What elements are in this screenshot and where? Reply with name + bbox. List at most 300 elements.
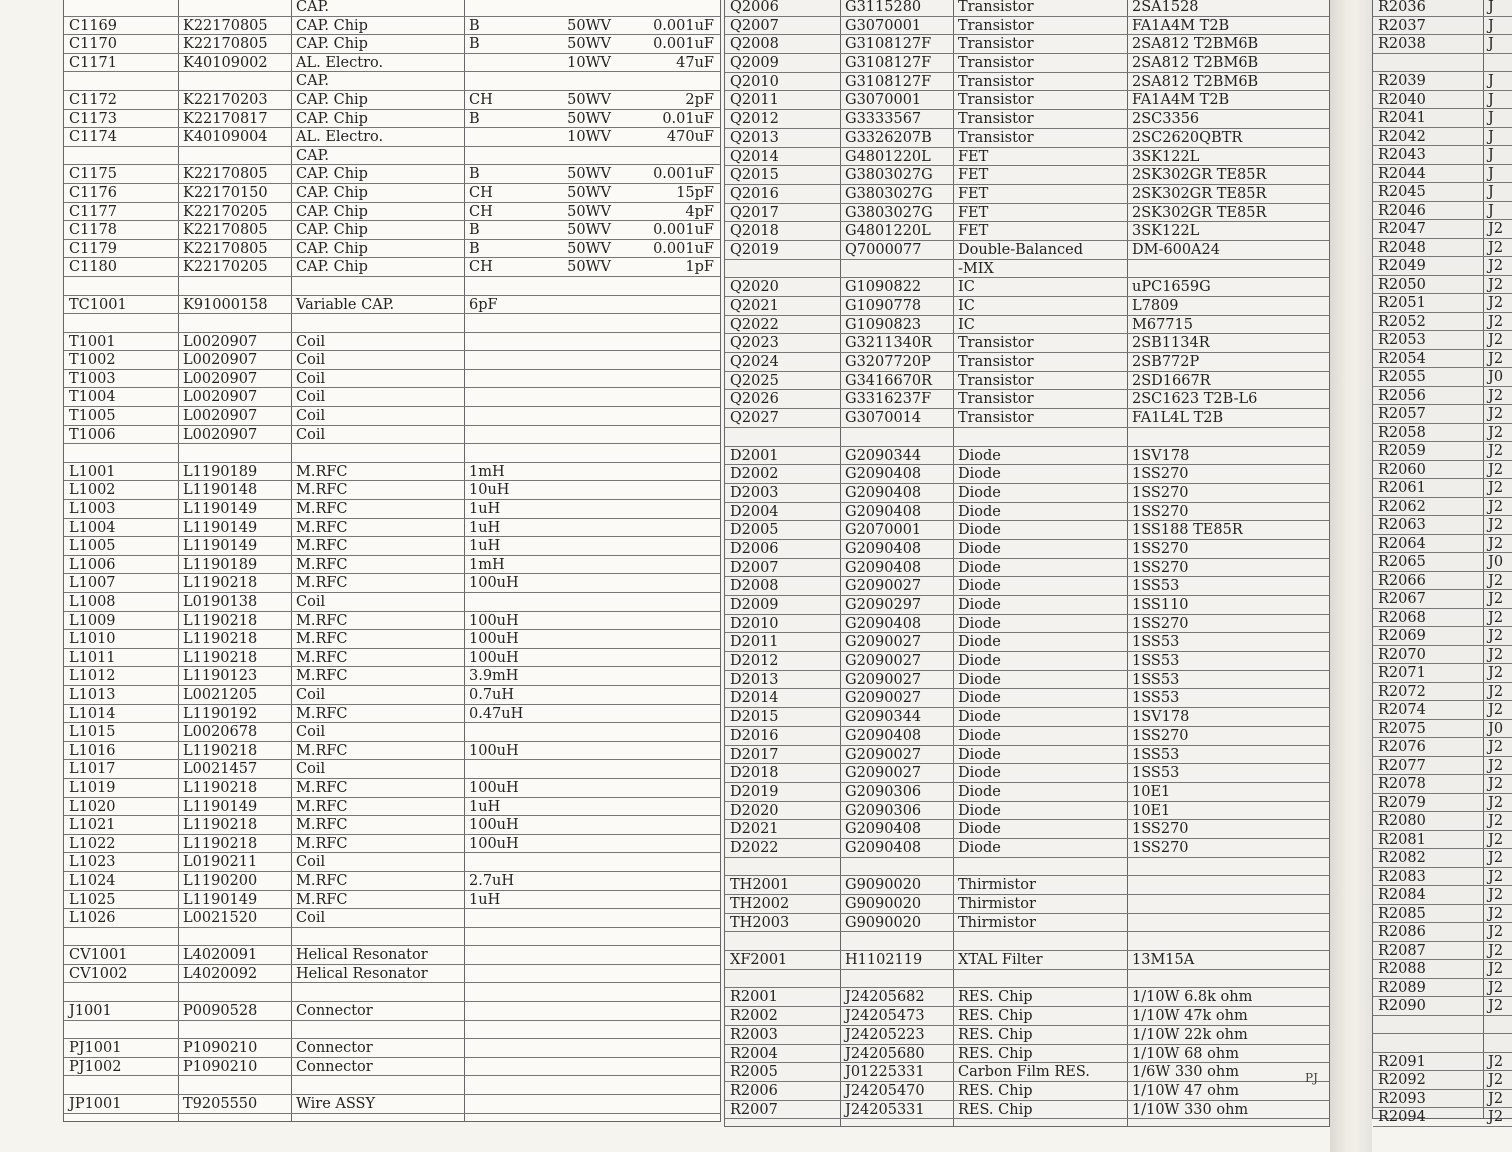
spec-cell: L7809: [1132, 298, 1179, 314]
ref-cell: L1011: [69, 649, 116, 666]
table-row: [64, 221, 720, 240]
table-row: [64, 1021, 720, 1040]
description-cell: Coil: [296, 352, 326, 369]
description-cell: Connector: [296, 1040, 373, 1057]
spec-cell: 3SK122L: [1132, 223, 1200, 240]
part-number-cell: K22170805: [183, 17, 268, 34]
table-row: [64, 574, 720, 593]
table-row: [64, 370, 720, 389]
voltage-cell: [559, 872, 617, 890]
table-row: [725, 727, 1329, 746]
ref-cell: R2075: [1378, 720, 1426, 737]
ref-cell: R2059: [1378, 443, 1426, 459]
part-number-cell: G4801220L: [845, 148, 931, 165]
table-row: [64, 463, 720, 482]
ref-cell: D2019: [730, 783, 779, 800]
ref-cell: R2063: [1378, 517, 1426, 533]
table-row: [725, 671, 1329, 690]
table-row: [64, 649, 720, 668]
type-cell: 100uH: [469, 742, 519, 759]
ref-cell: R2078: [1378, 776, 1426, 792]
table-row: [725, 148, 1329, 167]
part-number-cell: T9205550: [183, 1096, 258, 1113]
type-cell: [464, 853, 559, 871]
ref-cell: R2084: [1378, 887, 1426, 903]
part-number-cell: [1483, 1016, 1512, 1034]
table-row: [725, 540, 1329, 559]
part-number-cell: Q7000077: [845, 241, 922, 258]
table-row: [725, 876, 1329, 895]
table-row: [725, 596, 1329, 615]
voltage-cell: [559, 965, 617, 983]
ref-cell: Q2022: [730, 316, 779, 333]
table-row: [725, 372, 1329, 391]
table-row: [64, 723, 720, 742]
type-cell: [464, 388, 559, 406]
part-number-cell: J2: [1488, 387, 1504, 404]
value-cell: 47uF: [676, 54, 714, 71]
ref-cell: R2061: [1378, 480, 1426, 496]
voltage-cell: [559, 742, 617, 760]
part-number-cell: J2: [1488, 850, 1504, 866]
spec-cell: 1SS270: [1132, 821, 1189, 838]
voltage-cell: [559, 630, 617, 648]
description-cell: Coil: [296, 686, 326, 703]
description-cell: M.RFC: [296, 612, 348, 629]
table-row: [1373, 202, 1512, 221]
table-row: [1373, 442, 1512, 461]
part-number-cell: G2090408: [845, 484, 922, 501]
part-number-cell: G2090408: [845, 559, 922, 576]
spec-cell: 2SA812 T2BM6B: [1132, 55, 1259, 72]
value-cell: [617, 1021, 720, 1039]
spec-cell: 1/10W 47k ohm: [1132, 1008, 1248, 1025]
value-cell: 0.001uF: [653, 17, 714, 34]
table-row: [1373, 664, 1512, 683]
description-cell: M.RFC: [296, 575, 348, 592]
table-row: [725, 1063, 1329, 1082]
ref-cell: D2009: [730, 597, 779, 613]
spec-cell: M67715: [1132, 316, 1193, 333]
ref-cell: Q2025: [730, 372, 779, 389]
ref-cell: [64, 314, 178, 332]
voltage-cell: [559, 407, 617, 425]
table-row: [725, 35, 1329, 54]
ref-cell: R2092: [1378, 1072, 1426, 1088]
type-cell: [464, 760, 559, 778]
value-cell: 0.001uF: [653, 166, 714, 183]
description-cell: Transistor: [958, 129, 1034, 146]
part-number-cell: J: [1488, 184, 1494, 200]
description-cell: Coil: [296, 408, 326, 425]
voltage-cell: [559, 537, 617, 555]
description-cell: Transistor: [958, 111, 1034, 128]
description-cell: Diode: [958, 578, 1001, 595]
table-row: [1373, 775, 1512, 794]
type-cell: 2.7uH: [469, 872, 515, 889]
right-parts-table: [1372, 0, 1512, 1125]
part-number-cell: G3108127F: [845, 36, 932, 53]
ref-cell: D2002: [730, 466, 779, 483]
part-number-cell: L1190218: [183, 835, 258, 852]
type-cell: [464, 0, 559, 16]
ref-cell: R2038: [1378, 36, 1426, 52]
description-cell: [291, 983, 464, 1001]
type-cell: 10uH: [469, 482, 510, 499]
table-row: [64, 35, 720, 54]
part-number-cell: G3803027G: [845, 204, 933, 221]
ref-cell: TH2002: [730, 896, 790, 912]
ref-cell: Q2015: [730, 167, 779, 184]
table-row: [1373, 720, 1512, 739]
ref-cell: R2036: [1378, 0, 1426, 15]
description-cell: Diode: [958, 727, 1001, 744]
spec-cell: [1127, 932, 1329, 950]
ref-cell: R2065: [1378, 554, 1426, 570]
part-number-cell: J2: [1488, 813, 1504, 829]
description-cell: Diode: [958, 690, 1001, 707]
ref-cell: L1023: [69, 854, 116, 871]
ref-cell: C1179: [69, 240, 117, 257]
table-row: [1373, 239, 1512, 258]
part-number-cell: J2: [1488, 239, 1504, 256]
part-number-cell: J: [1488, 91, 1494, 108]
ref-cell: L1010: [69, 631, 116, 648]
voltage-cell: [559, 296, 617, 314]
ref-cell: [725, 932, 840, 950]
part-number-cell: J2: [1488, 1053, 1504, 1070]
voltage-cell: [559, 277, 617, 295]
table-row: [725, 820, 1329, 839]
part-number-cell: G3070001: [845, 17, 922, 34]
table-row: [725, 17, 1329, 36]
part-number-cell: J2: [1488, 998, 1504, 1014]
part-number-cell: K22170805: [183, 166, 268, 183]
table-row: [1373, 646, 1512, 665]
part-number-cell: J0: [1488, 720, 1504, 737]
type-cell: [464, 1058, 559, 1076]
table-row: [1373, 572, 1512, 591]
table-row: [64, 351, 720, 370]
value-cell: [617, 853, 720, 871]
ref-cell: [64, 1021, 178, 1039]
ref-cell: PJ1002: [69, 1058, 122, 1075]
ref-cell: R2001: [730, 989, 778, 1006]
spec-cell: 1SS110: [1132, 597, 1189, 613]
ref-cell: C1180: [69, 259, 117, 276]
ref-cell: R2071: [1378, 665, 1426, 681]
part-number-cell: G2090027: [845, 578, 922, 595]
type-cell: [464, 1095, 559, 1113]
type-cell: [464, 426, 559, 444]
table-row: [725, 428, 1329, 447]
ref-cell: Q2023: [730, 335, 779, 352]
part-number-cell: J2: [1488, 591, 1504, 607]
spec-cell: 1/10W 22k ohm: [1132, 1026, 1248, 1043]
description-cell: Diode: [958, 540, 1001, 557]
spec-cell: FA1A4M T2B: [1132, 17, 1230, 34]
description-cell: RES. Chip: [958, 1082, 1033, 1099]
spec-cell: DM-600A24: [1132, 241, 1220, 258]
part-number-cell: J2: [1488, 406, 1504, 422]
ref-cell: CV1001: [69, 947, 128, 964]
description-cell: Diode: [958, 634, 1001, 651]
part-number-cell: J: [1488, 17, 1494, 34]
table-row: [725, 970, 1329, 989]
table-row: [1373, 387, 1512, 406]
table-row: [725, 988, 1329, 1007]
type-cell: [464, 723, 559, 741]
description-cell: Diode: [958, 559, 1001, 576]
value-cell: [617, 0, 720, 16]
part-number-cell: G3108127F: [845, 73, 932, 90]
description-cell: M.RFC: [296, 817, 348, 834]
table-row: [725, 260, 1329, 279]
part-number-cell: G2090306: [845, 802, 922, 819]
table-row: [1373, 54, 1512, 73]
ref-cell: R2076: [1378, 739, 1426, 755]
ref-cell: T1005: [69, 408, 116, 425]
spec-cell: 2SK302GR TE85R: [1132, 204, 1267, 221]
table-row: [1373, 331, 1512, 350]
ref-cell: D2013: [730, 671, 779, 688]
value-cell: [617, 686, 720, 704]
part-number-cell: K40109002: [183, 54, 268, 71]
voltage-cell: [559, 519, 617, 537]
ref-cell: R2044: [1378, 165, 1426, 182]
voltage-cell: [559, 891, 617, 909]
description-cell: Diode: [958, 709, 1001, 726]
part-number-cell: J2: [1488, 480, 1504, 496]
value-cell: 4pF: [685, 203, 714, 220]
part-number-cell: G2090297: [845, 597, 922, 613]
type-cell: [464, 370, 559, 388]
table-row: [64, 667, 720, 686]
table-row: [1373, 683, 1512, 702]
description-cell: [291, 314, 464, 332]
table-row: [725, 316, 1329, 335]
value-cell: 1pF: [685, 259, 714, 276]
ref-cell: D2006: [730, 540, 779, 557]
table-row: [1373, 461, 1512, 480]
part-number-cell: L0020907: [183, 370, 258, 387]
value-cell: [617, 72, 720, 90]
part-number-cell: J2: [1488, 683, 1504, 700]
ref-cell: L1007: [69, 575, 116, 592]
description-cell: IC: [958, 298, 975, 314]
spec-cell: FA1L4L T2B: [1132, 410, 1224, 427]
value-cell: [617, 872, 720, 890]
description-cell: Diode: [958, 503, 1001, 520]
part-number-cell: [178, 0, 291, 16]
description-cell: M.RFC: [296, 835, 348, 852]
description-cell: Transistor: [958, 55, 1034, 72]
table-row: [1373, 960, 1512, 979]
voltage-cell: 50WV: [567, 203, 611, 220]
part-number-cell: [178, 444, 291, 462]
part-number-cell: K22170203: [183, 91, 268, 108]
table-row: [64, 128, 720, 147]
voltage-cell: 50WV: [567, 110, 611, 127]
ref-cell: D2003: [730, 484, 779, 501]
part-number-cell: G2090027: [845, 634, 922, 651]
type-cell: [464, 946, 559, 964]
description-cell: CAP. Chip: [296, 36, 368, 53]
part-number-cell: J: [1488, 165, 1494, 182]
voltage-cell: 50WV: [567, 17, 611, 34]
description-cell: M.RFC: [296, 668, 348, 685]
table-row: [64, 1095, 720, 1114]
spec-cell: 10E1: [1132, 802, 1171, 819]
table-row: [1373, 1034, 1512, 1053]
table-row: [1373, 350, 1512, 369]
spec-cell: 1/10W 330 ohm: [1132, 1101, 1249, 1118]
ref-cell: R2048: [1378, 239, 1426, 256]
ref-cell: CV1002: [69, 965, 128, 982]
value-cell: [617, 1076, 720, 1094]
voltage-cell: 50WV: [567, 184, 611, 201]
spec-cell: [1127, 914, 1329, 932]
table-row: [64, 946, 720, 965]
value-cell: [617, 835, 720, 853]
table-row: [725, 204, 1329, 223]
spec-cell: 1SS53: [1132, 671, 1180, 688]
part-number-cell: L1190149: [183, 501, 258, 518]
ref-cell: [64, 444, 178, 462]
table-row: [64, 537, 720, 556]
voltage-cell: 50WV: [567, 240, 611, 257]
ref-cell: R2094: [1378, 1109, 1426, 1125]
ref-cell: Q2020: [730, 279, 779, 296]
table-row: [1373, 738, 1512, 757]
table-row: [1373, 479, 1512, 498]
type-cell: B: [469, 166, 480, 183]
ref-cell: R2068: [1378, 609, 1426, 626]
part-number-cell: G2090027: [845, 671, 922, 688]
part-number-cell: K22170805: [183, 240, 268, 257]
ref-cell: R2067: [1378, 591, 1426, 607]
part-number-cell: G2090408: [845, 540, 922, 557]
ref-cell: C1177: [69, 203, 117, 220]
spec-cell: 2SK302GR TE85R: [1132, 185, 1267, 202]
table-row: [64, 500, 720, 519]
ref-cell: R2090: [1378, 998, 1426, 1014]
part-number-cell: J2: [1488, 942, 1504, 959]
part-number-cell: [840, 932, 953, 950]
ref-cell: R2047: [1378, 221, 1426, 237]
part-number-cell: G2090408: [845, 466, 922, 483]
part-number-cell: G3207720P: [845, 354, 931, 371]
ref-cell: R2088: [1378, 961, 1426, 977]
part-number-cell: K22170205: [183, 203, 268, 220]
table-row: [1373, 276, 1512, 295]
spec-cell: 1SV178: [1132, 709, 1190, 726]
ref-cell: L1012: [69, 668, 116, 685]
part-number-cell: P1090210: [183, 1058, 258, 1075]
ref-cell: R2080: [1378, 813, 1426, 829]
part-number-cell: K22170805: [183, 36, 268, 53]
table-row: [1373, 220, 1512, 239]
voltage-cell: 50WV: [567, 91, 611, 108]
part-number-cell: L4020091: [183, 947, 258, 964]
table-row: [64, 258, 720, 277]
table-row: [1373, 498, 1512, 517]
table-row: [1373, 313, 1512, 332]
ref-cell: D2012: [730, 653, 779, 670]
ref-cell: Q2010: [730, 73, 779, 90]
voltage-cell: [559, 314, 617, 332]
description-cell: M.RFC: [296, 501, 348, 518]
table-row: [725, 932, 1329, 951]
type-cell: [464, 407, 559, 425]
ref-cell: [725, 260, 840, 278]
ref-cell: D2004: [730, 503, 779, 520]
table-row: [64, 91, 720, 110]
part-number-cell: L0021457: [183, 761, 258, 778]
part-number-cell: J2: [1488, 979, 1504, 996]
part-number-cell: J24205223: [845, 1026, 925, 1043]
table-row: [725, 521, 1329, 540]
spec-cell: 1SS53: [1132, 653, 1180, 670]
value-cell: [617, 314, 720, 332]
ref-cell: Q2014: [730, 148, 779, 165]
table-row: [64, 556, 720, 575]
type-cell: [464, 1076, 559, 1094]
ref-cell: D2014: [730, 690, 779, 707]
voltage-cell: 50WV: [567, 222, 611, 239]
description-cell: Diode: [958, 821, 1001, 838]
table-row: [64, 593, 720, 612]
value-cell: 0.001uF: [653, 222, 714, 239]
ref-cell: D2018: [730, 765, 779, 782]
type-cell: [464, 983, 559, 1001]
voltage-cell: [559, 444, 617, 462]
ref-cell: [1373, 1016, 1483, 1034]
description-cell: CAP. Chip: [296, 166, 368, 183]
ref-cell: R2043: [1378, 147, 1426, 163]
description-cell: CAP. Chip: [296, 91, 368, 108]
part-number-cell: G3316237F: [845, 391, 932, 408]
table-row: [64, 816, 720, 835]
part-number-cell: K22170805: [183, 222, 268, 239]
ref-cell: R2091: [1378, 1053, 1426, 1070]
table-row: [725, 91, 1329, 110]
part-number-cell: J: [1488, 202, 1494, 219]
description-cell: Carbon Film RES.: [958, 1064, 1090, 1081]
ref-cell: Q2006: [730, 0, 779, 15]
table-row: [1373, 17, 1512, 36]
type-cell: [464, 444, 559, 462]
table-row: [1373, 35, 1512, 54]
table-row: [1373, 165, 1512, 184]
part-number-cell: J2: [1488, 498, 1504, 515]
part-number-cell: L0021520: [183, 910, 258, 927]
ref-cell: R2039: [1378, 73, 1426, 89]
description-cell: Coil: [296, 389, 326, 406]
table-row: [725, 783, 1329, 802]
description-cell: CAP. Chip: [296, 259, 368, 276]
value-cell: [617, 1002, 720, 1020]
description-cell: Diode: [958, 671, 1001, 688]
spec-cell: 1SS270: [1132, 540, 1189, 557]
description-cell: CAP.: [296, 147, 329, 164]
part-number-cell: L4020092: [183, 965, 258, 982]
ref-cell: TH2001: [730, 877, 790, 894]
left-parts-table: [63, 0, 721, 1122]
part-number-cell: G3070014: [845, 410, 922, 427]
table-row: [725, 185, 1329, 204]
value-cell: [617, 463, 720, 481]
